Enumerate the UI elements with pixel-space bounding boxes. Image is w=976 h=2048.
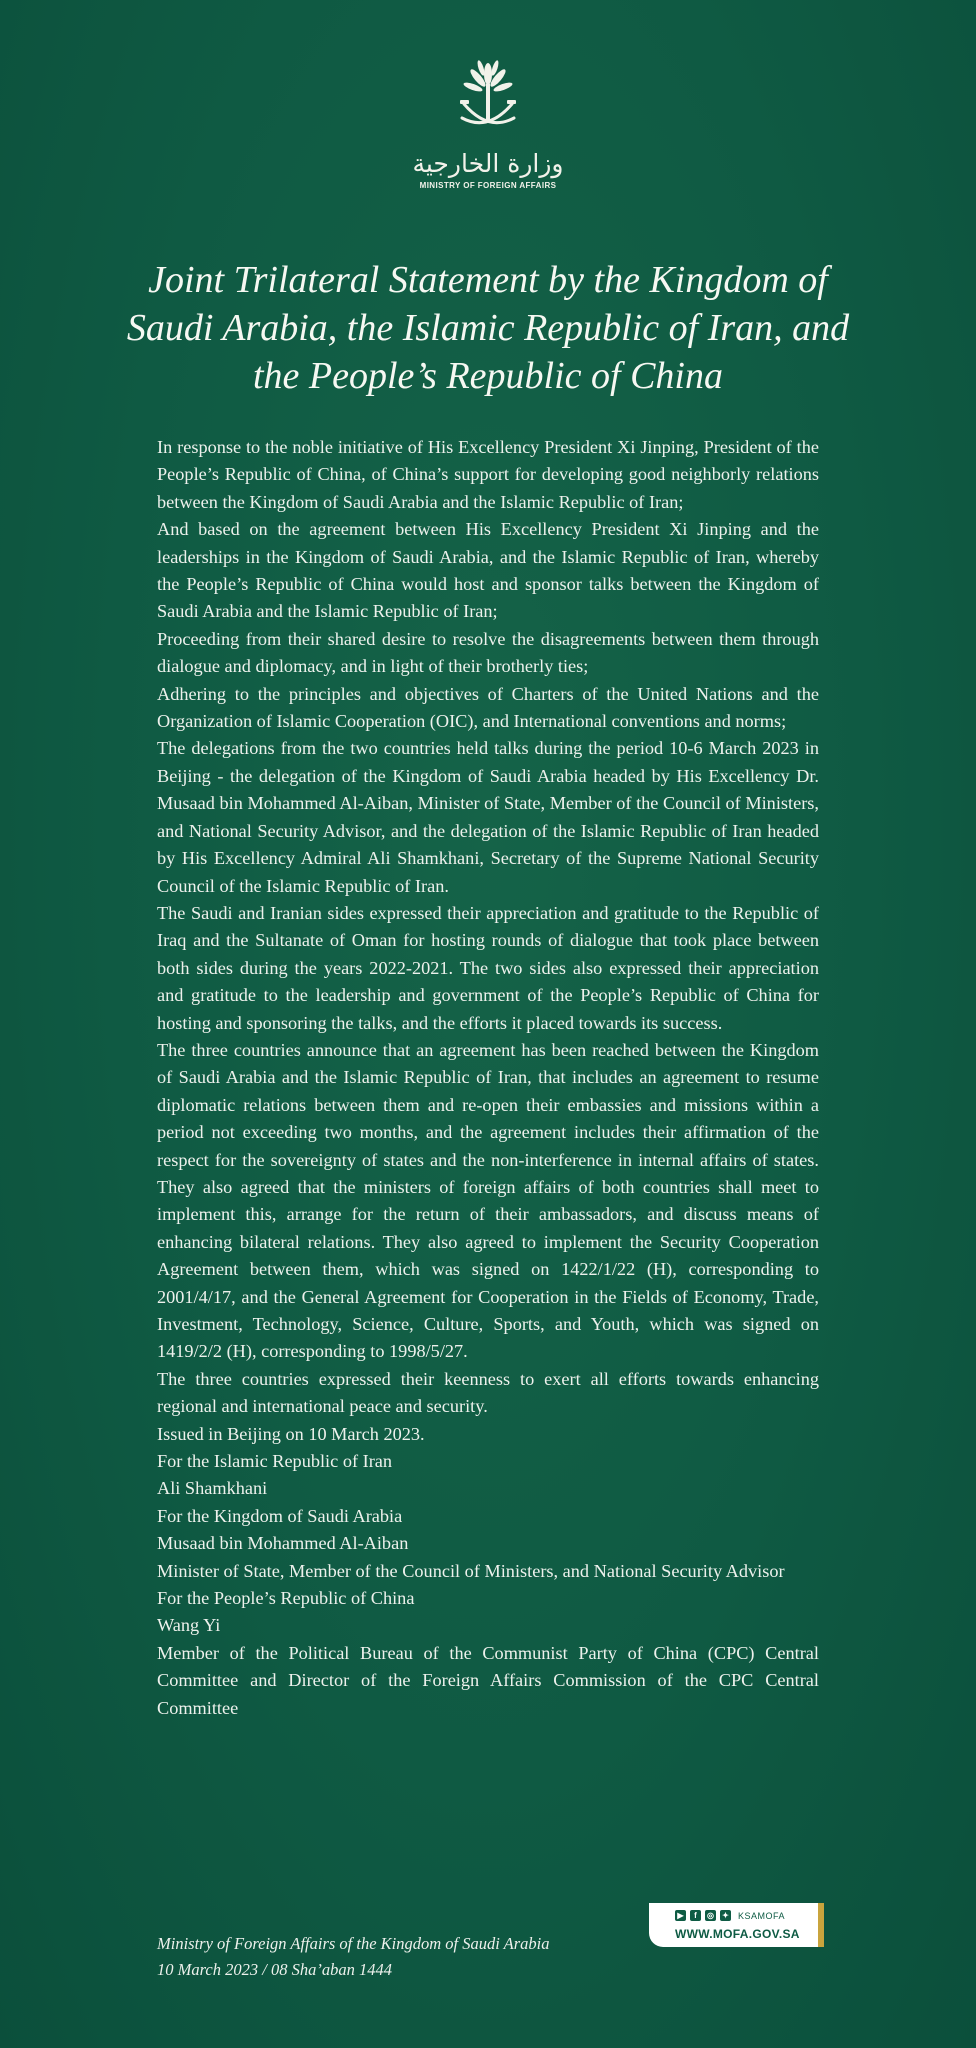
title-line: the People’s Republic of China — [253, 355, 723, 397]
issued-line: Issued in Beijing on 10 March 2023. — [157, 1423, 425, 1444]
title-line: Joint Trilateral Statement by the Kingdom of — [148, 259, 828, 301]
twitter-icon[interactable]: ✦ — [720, 1910, 731, 1921]
signatory-country: For the Islamic Republic of Iran — [157, 1451, 393, 1472]
facebook-icon[interactable]: f — [690, 1910, 701, 1921]
website-link[interactable]: WWW.MOFA.GOV.SA — [675, 1927, 800, 1941]
signatory-country: For the Kingdom of Saudi Arabia — [157, 1505, 403, 1526]
statement-paragraph: The delegations from the two countries held talks during the period 10-6 March 2023 in Beijing - the delegation of the Kingdom of Saudi Arabia headed by His Excellency Dr. Musaad bin Mohammed Al-Aiban, Minister of State, Member of the Council of Ministers, and National Security Advisor, and the delegation of the Islamic Republic of Iran headed by His Excellency Admiral Ali Shamkhani, Secretary of the Supreme National Security Council of the Islamic Republic of Iran. — [157, 738, 819, 896]
title-line: Saudi Arabia, the Islamic Republic of Iran, and — [126, 307, 850, 349]
saudi-emblem-icon — [456, 60, 520, 144]
instagram-icon[interactable]: ◎ — [705, 1910, 716, 1921]
statement-paragraph: Adhering to the principles and objectives of Charters of the United Nations and the Organization of Islamic Cooperation (OIC), and International conventions and norms; — [157, 683, 819, 732]
statement-paragraph: The three countries expressed their keenness to exert all efforts towards enhancing regional and international peace and security. — [157, 1368, 819, 1417]
statement-title — [120, 256, 856, 400]
ministry-name-english: MINISTRY OF FOREIGN AFFAIRS — [419, 181, 557, 190]
social-handle: KSAMOFA — [738, 1910, 786, 1921]
statement-paragraph: The Saudi and Iranian sides expressed their appreciation and gratitude to the Republic of Iraq and the Sultanate of Oman for hosting rounds of dialogue that took place between both sides during the years 2022-2021. The two sides also expressed their appreciation and gratitude to the leadership and government of the People’s Republic of China for hosting and sponsoring the talks, and the efforts it placed towards its success. — [157, 902, 819, 1033]
signatory-country: For the People’s Republic of China — [157, 1588, 415, 1609]
signatory-name: Wang Yi — [157, 1615, 221, 1636]
signatory-title: Member of the Political Bureau of the Communist Party of China (CPC) Central Committee and Director of the Foreign Affairs Commission of the CPC Central Committee — [157, 1642, 819, 1718]
footer-ministry-line: Ministry of Foreign Affairs of the Kingdom of Saudi Arabia — [157, 1934, 550, 1953]
signatory-title: Minister of State, Member of the Council of Ministers, and National Security Advisor — [157, 1560, 785, 1581]
statement-paragraph: In response to the noble initiative of His Excellency President Xi Jinping, President of the People’s Republic of China, of China’s support for developing good neighborly relations between the Kingdom of Saudi Arabia and the Islamic Republic of Iran; — [157, 437, 819, 512]
header — [0, 60, 976, 190]
social-icons — [675, 1910, 785, 1921]
statement-paragraph: And based on the agreement between His Excellency President Xi Jinping and the leaderships in the Kingdom of Saudi Arabia, and the Islamic Republic of Iran, whereby the People’s Republic of China would host and sponsor talks between the Kingdom of Saudi Arabia and the Islamic Republic of Iran; — [157, 519, 819, 622]
ministry-name-arabic: وزارة الخارجية — [412, 149, 564, 178]
footer-ministry-info — [157, 1931, 550, 1983]
social-badge[interactable] — [649, 1903, 824, 1947]
statement-paragraph: The three countries announce that an agreement has been reached between the Kingdom of Saudi Arabia and the Islamic Republic of Iran, that includes an agreement to resume diplomatic relations between them and re-open their embassies and missions within a period not exceeding two months, and the agreement includes their affirmation of the respect for the sovereignty of states and the non-interference in internal affairs of states. They also agreed that the ministers of foreign affairs of both countries shall meet to implement this, arrange for the return of their ambassadors, and discuss means of enhancing bilateral relations. They also agreed to implement the Security Cooperation Agreement between them, which was signed on 1422/1/22 (H), corresponding to 2001/4/17, and the General Agreement for Cooperation in the Fields of Economy, Trade, Investment, Technology, Science, Culture, Sports, and Youth, which was signed on 1419/2/2 (H), corresponding to 1998/5/27. — [157, 1039, 819, 1362]
signatory-name: Ali Shamkhani — [157, 1478, 268, 1499]
youtube-icon[interactable]: ▶ — [675, 1910, 686, 1921]
statement-paragraph: Proceeding from their shared desire to resolve the disagreements between them through dialogue and diplomacy, and in light of their brotherly ties; — [157, 628, 819, 677]
statement-body — [157, 434, 819, 1722]
footer-date-line: 10 March 2023 / 08 Sha’aban 1444 — [157, 1960, 392, 1979]
signatory-name: Musaad bin Mohammed Al-Aiban — [157, 1533, 409, 1554]
